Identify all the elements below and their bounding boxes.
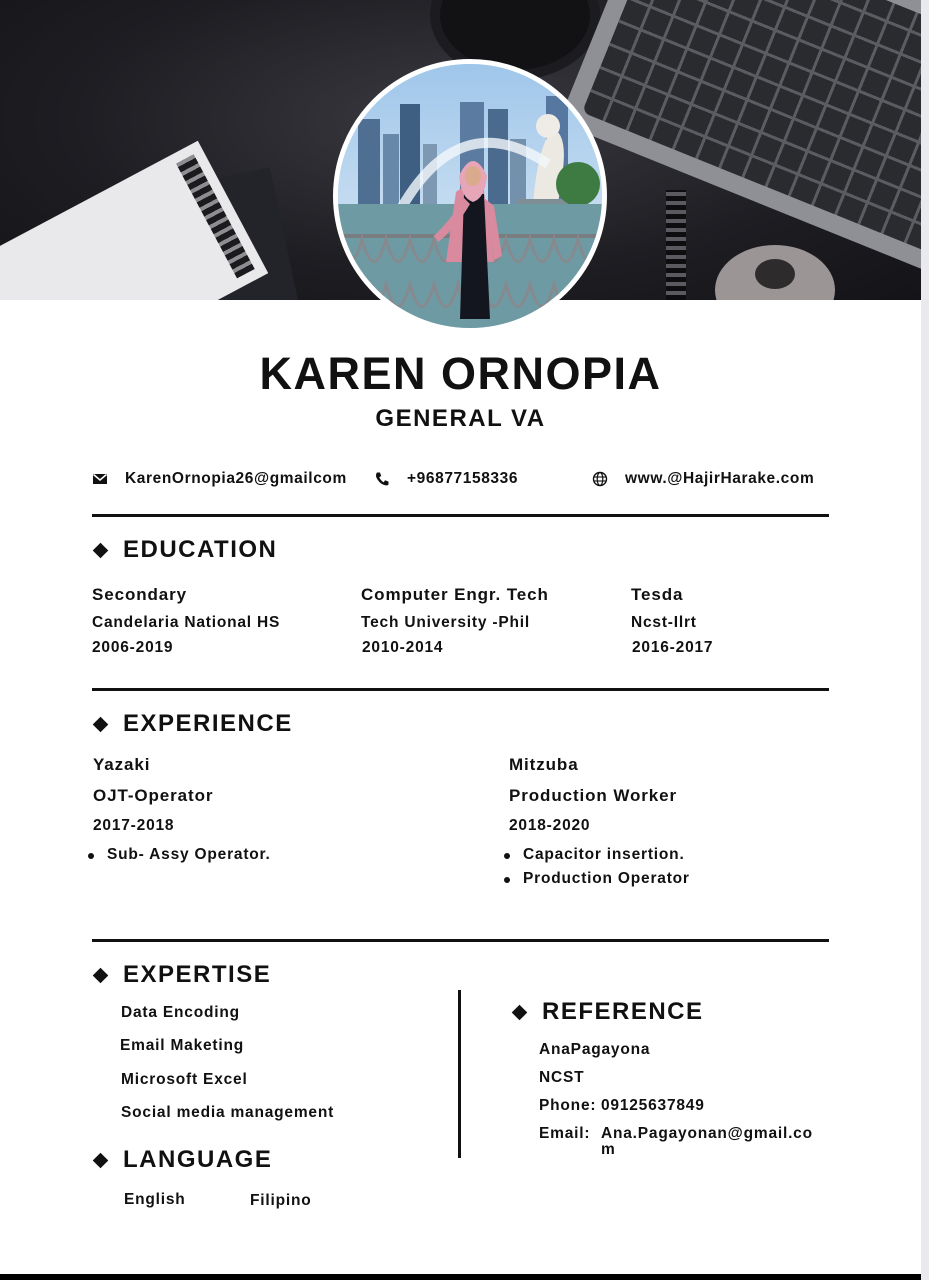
candidate-name: KAREN ORNOPIA — [259, 348, 662, 399]
education-heading: EDUCATION — [92, 536, 277, 564]
diamond-bullet-icon — [93, 967, 109, 983]
education-years: 2016-2017 — [632, 639, 714, 656]
education-years: 2006-2019 — [92, 639, 174, 656]
reference-heading: REFERENCE — [511, 998, 704, 1026]
diamond-bullet-icon — [93, 1152, 109, 1168]
education-level: Secondary — [92, 585, 188, 604]
experience-duty: Production Operator — [523, 870, 690, 887]
email-text: KarenOrnopia26@gmailcom — [125, 470, 347, 487]
education-school: Candelaria National HS — [92, 614, 281, 631]
experience-years: 2017-2018 — [93, 817, 175, 834]
expertise-item: Email Maketing — [120, 1037, 245, 1054]
experience-company: Mitzuba — [509, 755, 579, 774]
education-level: Tesda — [631, 585, 684, 604]
reference-phone: 09125637849 — [601, 1097, 705, 1114]
education-years: 2010-2014 — [362, 639, 444, 656]
spiral-notebook-image — [0, 141, 268, 300]
experience-position: OJT-Operator — [93, 786, 214, 805]
website-text: www.@HajirHarake.com — [625, 470, 815, 487]
reference-name: AnaPagayona — [539, 1041, 651, 1058]
vase-image — [715, 245, 835, 300]
contact-email[interactable] — [91, 470, 347, 488]
experience-duty: Capacitor insertion. — [523, 846, 685, 863]
reference-phone-label: Phone: — [539, 1097, 597, 1114]
language-item: Filipino — [250, 1192, 312, 1209]
phone-text: +96877158336 — [407, 470, 519, 487]
education-level: Computer Engr. Tech — [361, 585, 549, 604]
education-school: Ncst-Ilrt — [631, 614, 697, 631]
diamond-bullet-icon — [512, 1004, 528, 1020]
expertise-item: Microsoft Excel — [121, 1071, 248, 1088]
spiral-binding-image — [666, 190, 686, 300]
bottom-border — [0, 1274, 921, 1280]
experience-years: 2018-2020 — [509, 817, 591, 834]
column-divider — [458, 990, 461, 1158]
globe-icon — [591, 470, 609, 488]
divider — [92, 939, 829, 942]
experience-position: Production Worker — [509, 786, 678, 805]
contact-phone[interactable] — [373, 470, 518, 488]
job-title: GENERAL VA — [375, 405, 546, 432]
experience-heading: EXPERIENCE — [92, 710, 293, 738]
expertise-heading: EXPERTISE — [92, 961, 271, 989]
divider — [92, 514, 829, 517]
profile-photo — [333, 59, 607, 333]
contact-website[interactable] — [591, 470, 814, 488]
phone-icon — [373, 470, 391, 488]
expertise-item: Data Encoding — [121, 1004, 240, 1021]
diamond-bullet-icon — [93, 542, 109, 558]
diamond-bullet-icon — [93, 716, 109, 732]
reference-email-label: Email: — [539, 1125, 591, 1142]
reference-email: Ana.Pagayonan@gmail.co — [601, 1125, 813, 1142]
expertise-item: Social media management — [121, 1104, 335, 1121]
page-gutter — [921, 0, 929, 1280]
divider — [92, 688, 829, 691]
language-heading: LANGUAGE — [92, 1146, 272, 1174]
reference-organization: NCST — [539, 1069, 585, 1086]
experience-company: Yazaki — [93, 755, 151, 774]
education-school: Tech University -Phil — [361, 614, 530, 631]
experience-duty: Sub- Assy Operator. — [107, 846, 271, 863]
laptop-image — [558, 0, 921, 280]
reference-email-wrap: m — [601, 1141, 616, 1158]
language-item: English — [124, 1191, 186, 1208]
envelope-icon — [91, 470, 109, 488]
